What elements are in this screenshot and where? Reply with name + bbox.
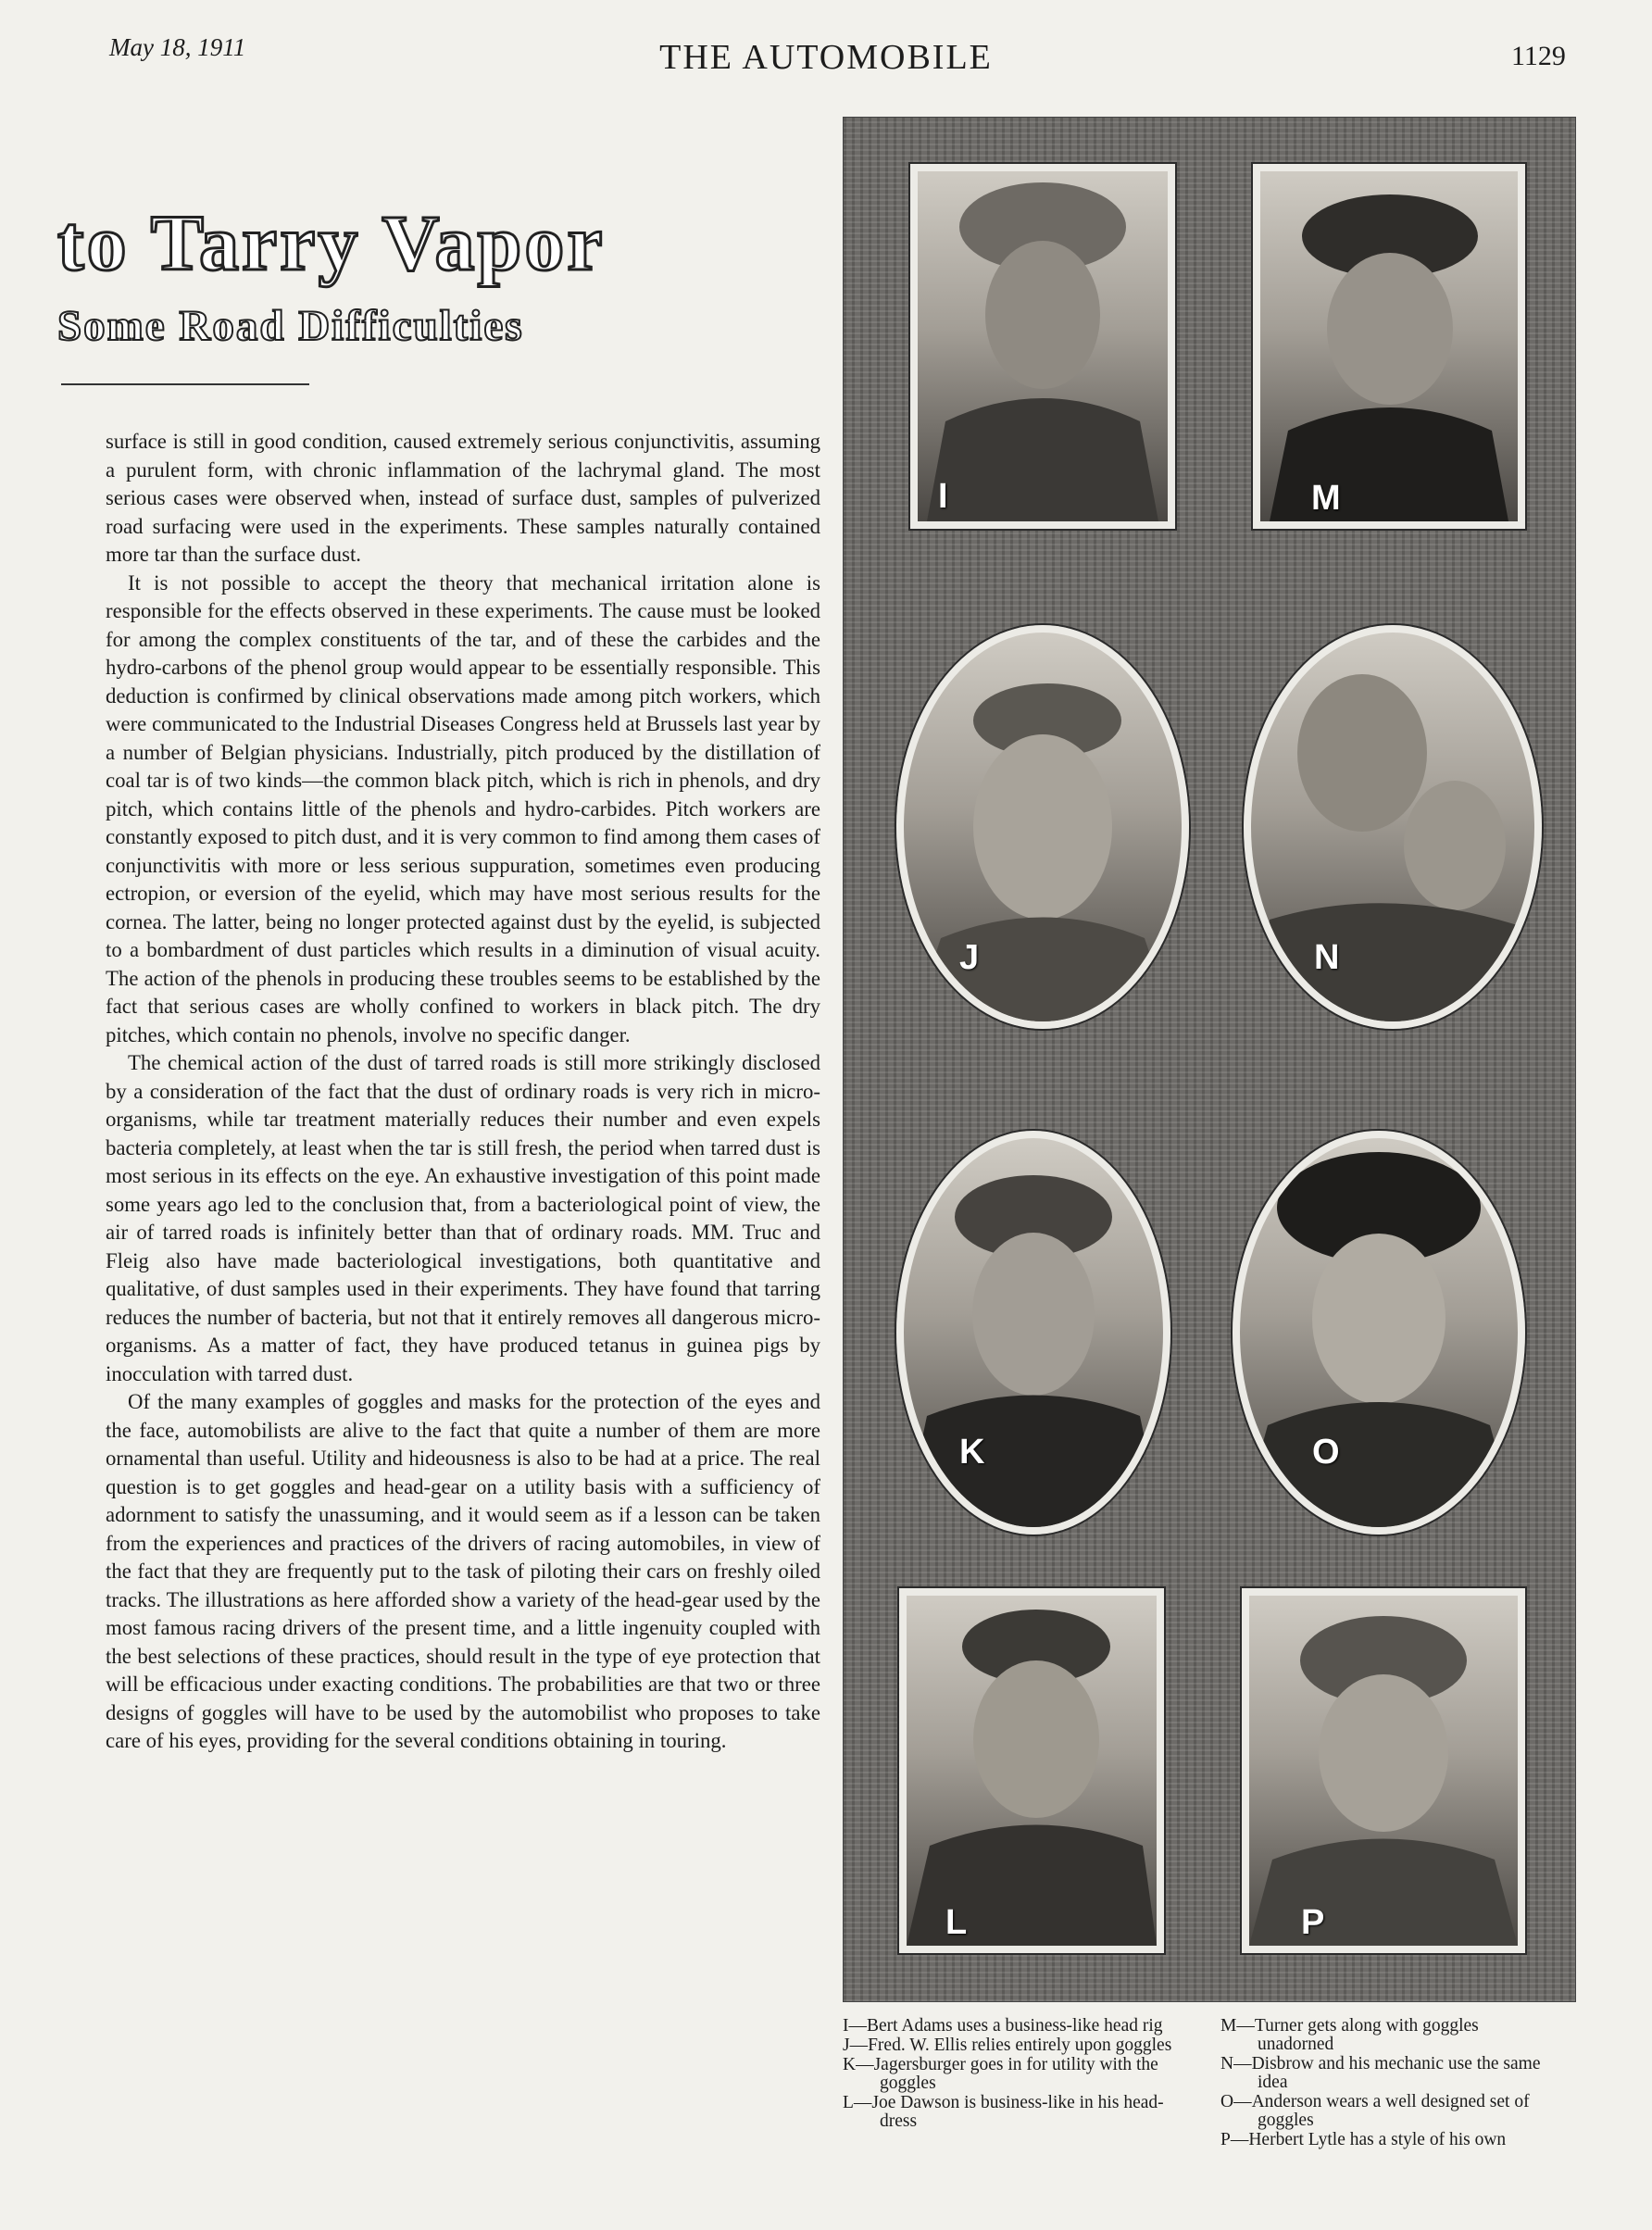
driver-portrait-icon	[1240, 1138, 1518, 1527]
article-paragraph: Of the many examples of goggles and masks for the protection of the eyes and the face, automobilists are alive to the fact that quite a number of them are more ornamental than useful. Utility and hideousness is also to be had at a price. The real question is to get goggles and head-gear on a utility basis with a sufficiency of adornment to satisfy the unassuming, and it would seem as if a lesson can be taken from the experiences and practices of the drivers of racing automobiles, in view of the fact that they are frequently put to the task of piloting their cars on freshly oiled tracks. The illustrations as here afforded show a variety of the head-gear used by the most famous racing drivers of the present time, and a little ingenuity coupled with the best selections of these practices, should result in the type of eye protection that will be efficacious under exacting conditions. The probabilities are that two or three designs of goggles will have to be used by the automobilist who proposes to take care of his eyes, providing for the several conditions obtaining in touring.	[106, 1390, 820, 1752]
photo-letter: M	[1311, 479, 1341, 518]
driver-photo-j	[896, 625, 1189, 1029]
page-number: 1129	[1511, 41, 1566, 71]
driver-portrait-icon	[907, 1596, 1157, 1946]
caption-i: I—Bert Adams uses a business-like head rig	[843, 2016, 1163, 2036]
caption-n: N—Disbrow and his mechanic use the same idea	[1220, 2054, 1541, 2092]
driver-portrait-icon	[1260, 171, 1518, 521]
article-subtitle: Some Road Difficulties	[57, 302, 524, 350]
caption-k: K—Jagersburger goes in for utility with the goggles	[843, 2055, 1158, 2093]
driver-photo-o	[1233, 1131, 1525, 1535]
caption-m: M—Turner gets along with goggles unadorned	[1220, 2016, 1479, 2054]
photo-letter: I	[938, 477, 948, 516]
caption-l: L—Joe Dawson is business-like in his head-dress	[843, 2093, 1164, 2131]
article-title: to Tarry Vapor	[57, 198, 606, 287]
driver-photo-m	[1253, 164, 1525, 529]
driver-photo-l	[899, 1588, 1164, 1953]
article-paragraph: The chemical action of the dust of tarred roads is still more strikingly disclosed by a consideration of the fact that the dust of ordinary roads is very rich in micro-organisms, while tar treatment materially reduces their number and even expels bacteria completely, at least when the tar is still fresh, the period when tarred dust is most serious in its effects on the eye. An exhaustive investigation of this point made some years ago led to the conclusion that, from a bacteriological point of view, the air of tarred roads is infinitely better than that of ordinary roads. MM. Truc and Fleig also have made bacteriological investigations, both quantitative and qualitative, of dust samples used in their experiments. They have found that tarring reduces the number of bacteria, but not that it entirely removes all dangerous micro-organisms. As a matter of fact, they have produced tetanus in guinea pigs by inocculation with tarred dust.	[106, 1051, 820, 1385]
caption-o: O—Anderson wears a well designed set of goggles	[1220, 2092, 1530, 2130]
photo-letter: J	[959, 938, 980, 977]
title-divider	[61, 383, 309, 385]
article-body	[106, 428, 820, 1756]
driver-portrait-icon	[904, 633, 1182, 1021]
driver-photo-k	[896, 1131, 1170, 1535]
driver-portrait-icon	[918, 171, 1168, 521]
caption-column-left	[843, 2017, 1185, 2132]
driver-photo-n	[1244, 625, 1542, 1029]
driver-portrait-icon	[1249, 1596, 1518, 1946]
caption-j: J—Fred. W. Ellis relies entirely upon goggles	[843, 2036, 1172, 2055]
driver-photo-p	[1242, 1588, 1525, 1953]
caption-p: P—Herbert Lytle has a style of his own	[1220, 2130, 1507, 2149]
photo-panel	[843, 117, 1576, 2002]
photo-letter: N	[1314, 938, 1340, 977]
driver-portrait-icon	[1251, 633, 1534, 1021]
photo-letter: P	[1301, 1903, 1325, 1942]
publication-title: THE AUTOMOBILE	[659, 38, 993, 77]
issue-date: May 18, 1911	[109, 33, 246, 61]
article-paragraph: It is not possible to accept the theory that mechanical irritation alone is responsible for the effects observed in these experiments. The cause must be looked for among the complex constituents of the tar, and of these the carbides and the hydro-carbons of the phenol group would appear to be essentially responsible. This deduction is confirmed by clinical observations made among pitch workers, which were communicated to the Industrial Diseases Congress held at Brussels last year by a number of Belgian physicians. Industrially, pitch produced by the distillation of coal tar is of two kinds—the common black pitch, which is rich in phenols, and dry pitch, which contains little of the phenols and hydro-carbides. Pitch workers are constantly exposed to pitch dust, and it is very common to find among them cases of conjunctivitis with more or less serious suppuration, sometimes even producing ectropion, or eversion of the eyelid, which may have most serious results for the cornea. The latter, being no longer protected against dust by the eyelid, is subjected to a bombardment of dust particles which results in a diminution of visual acuity. The action of the phenols in producing these troubles seems to be established by the fact that serious cases are wholly confined to workers in black pitch. The dry pitches, which contain no phenols, involve no specific danger.	[106, 570, 820, 1046]
driver-photo-i	[910, 164, 1175, 529]
photo-letter: K	[959, 1433, 985, 1472]
article-paragraph: surface is still in good condition, caused extremely serious conjunctivitis, assuming a purulent form, with chronic inflammation of the lachrymal gland. The most serious cases were observed when, instead of surface dust, samples of pulverized road surfacing were used in the experiments. These samples naturally contained more tar than the surface dust.	[106, 430, 820, 566]
photo-letter: O	[1312, 1433, 1340, 1472]
caption-column-right	[1220, 2017, 1558, 2150]
driver-portrait-icon	[904, 1138, 1163, 1527]
photo-letter: L	[945, 1903, 968, 1942]
